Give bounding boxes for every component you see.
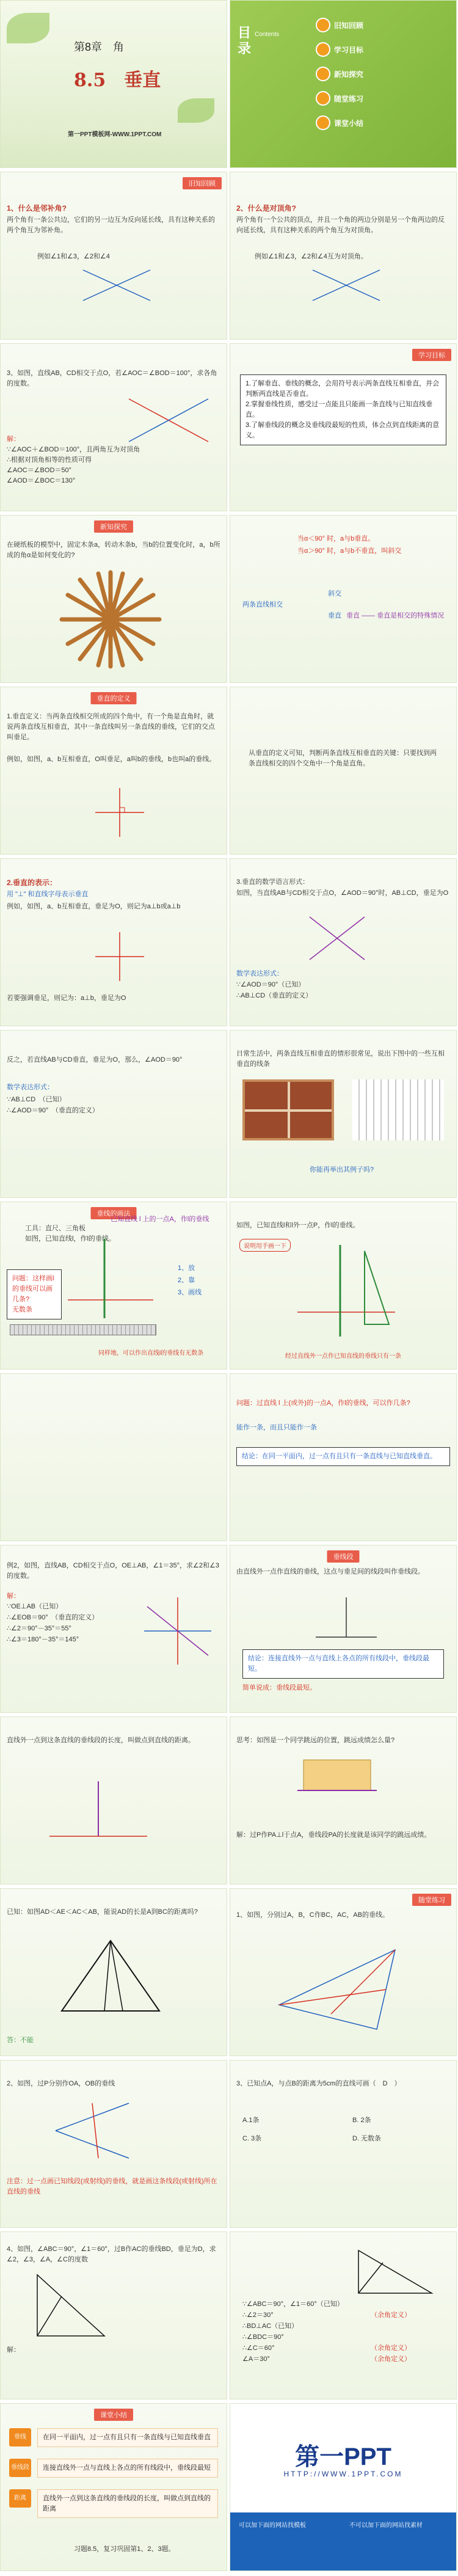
solution-reason: （余角定义） [371,2355,411,2363]
lang-form-title: 数学表达形式： [236,970,283,977]
slide-problem [0,1373,227,1541]
lang-form-title: 数学表达形式： [7,1084,54,1091]
toc-item[interactable]: 新知探究 [334,70,364,79]
solution-title: 解： [7,2346,20,2354]
brand-footer [230,2512,456,2571]
summary-item: 直线外一点到这条直线的垂线段的长度，叫做点到直线的距离 [37,2489,218,2518]
judge-answer: 答：不能 [7,2037,34,2044]
definition-text: 两个角有一条公共边，它们的另一边互为反向延长线，具有这种关系的两个角互为邻补角。 [7,216,215,235]
step-label: 3、画线 [178,1289,202,1296]
short-text: 简单说成：垂线段最短。 [242,1684,316,1691]
toc-heading: 目录 [238,25,252,56]
toc-bullet-icon [316,115,330,130]
goals-box [240,374,446,445]
angle-diagram [80,264,153,307]
goal-item: 1.了解垂直、垂线的概念，会用符号表示两条直线互相垂直，并会判断两直线是否垂直。 [245,380,440,398]
solution-line: ∴∠BDC＝90° [242,2333,284,2341]
toc-subheading: Contents [255,31,280,38]
solution-line: ∴∠EOB＝90° （垂直的定义） [7,1614,99,1621]
slide-judge [0,1888,227,2056]
slide-definition [0,687,227,855]
language-title: 3.垂直的数学语言形式： [236,878,310,886]
goal-item: 2.掌握垂线性质，感受过一点能且只能画一条直线与已知直线垂直。 [245,401,433,419]
conclusion-box: 结论：在同一平面内，过一点有且只有一条直线与已知直线垂直。 [236,1447,450,1466]
slide-practice-1 [230,1888,457,2056]
slide-perpendicular-segment [230,1545,457,1713]
problem-box [7,1269,62,1319]
chapter-title: 第8章 角 [74,41,125,53]
segment-diagram [316,1594,377,1643]
summary-icon: 垂线段 [9,2459,31,2477]
question-title: 2、什么是对顶角? [236,204,297,213]
distance-diagram [49,1778,147,1845]
language-example: 如图，当直线AB与CD相交于点O，∠AOD＝90°时，AB⊥CD，垂足为O [236,889,449,897]
summary-icon: 距离 [9,2489,31,2508]
draw-text: 如图，已知直线l和l外一点P，作l的垂线。 [236,1222,360,1229]
slide-practice-4 [0,2231,227,2399]
toc-bullet-icon [316,42,330,57]
daily-question: 你能再举出其例子吗? [310,1166,374,1173]
solution-line: ∠AOC＝∠BOD＝50° [7,467,72,474]
notation-subtitle: 用 "⊥" 和直线字母表示垂直 [7,891,89,898]
slide-explore [0,515,227,683]
section-tag: 学习目标 [412,349,451,361]
slide-think [230,1717,457,1885]
right-triangle-diagram [25,2269,111,2342]
angle-p-diagram [49,2097,135,2164]
solution-line: ∵OE⊥AB（已知） [7,1603,63,1610]
solution-reason: （余角定义） [371,2344,411,2352]
lang-line: ∵∠AOD＝90°（已知） [236,981,305,988]
solution-line: ∴∠C＝60° [242,2344,275,2352]
lang-line: ∴AB⊥CD（垂直的定义） [236,992,313,999]
option-d[interactable]: D. 无数条 [352,2135,382,2142]
solution-title: 解： [7,436,20,443]
practice-note: 注意：过一点画已知线段(或射线)的垂线，就是画这条线段(或射线)所在直线的垂线 [7,2178,217,2196]
practice-text: 3、已知点A，与点B的距离为5cm的直线可画（ D ） [236,2080,401,2087]
summary-item: 连接直线外一点与直线上各点的所有线段中，垂线段最短 [37,2459,218,2478]
problem-answer: 能作一条，而且只能作一条 [236,1424,317,1431]
intersecting-lines-diagram [304,911,371,966]
slide-review-1 [0,172,227,340]
solution-line: ∴∠2＝30° [242,2311,274,2319]
definition-box: 结论：连接直线外一点与直线上各点的所有线段中，垂线段最短。 [242,1649,444,1679]
draw-conclusion: 同样地，可以作出直线l的垂线有无数条 [98,1350,204,1357]
window-photo [242,1079,334,1140]
perpendicular-diagram [92,785,147,840]
tip-button[interactable]: 说明用手画一下 [239,1239,291,1252]
solution-title: 解： [7,1593,20,1600]
triangle-diagram [56,1938,165,2017]
tools-text: 工具：直尺、三角板 [25,1225,85,1232]
example-text: 例如∠1和∠3，∠2和∠4 [37,253,110,260]
solution-line: ∴BD⊥AC（已知） [242,2322,299,2330]
slide-summary [0,2403,227,2571]
slide-practice-3 [230,2060,457,2228]
slide-math-language [230,858,457,1026]
slide-perpendicular-condition [230,515,457,683]
toc-item[interactable]: 旧知回顾 [334,21,364,30]
slide-draw-perpendicular [0,1202,227,1370]
notation-text: 例如，如图，a、b互相垂直，垂足为O，则记为a⊥b或a⊥b [7,903,181,910]
step-label: 1、放 [178,1264,195,1272]
solution-line: ∴∠3＝180°－35°＝145° [7,1636,79,1643]
slide-daily-life [230,1030,457,1198]
key-text: 从垂直的定义可知，判断两条直线互相垂直的关键：只要找到两条直线相交的四个交角中一个角是直角。 [249,750,437,768]
slide-converse [0,1030,227,1198]
example-text: 例如∠1和∠3，∠2和∠4互为对顶角。 [255,253,368,260]
practice-triangle-diagram [267,1938,413,2041]
solution-line: ∠AOD＝∠BOC＝130° [7,477,76,484]
step-label: 2、靠 [178,1277,195,1284]
summary-icon: 垂线 [9,2428,31,2446]
intersect-type: 斜交 [328,590,341,597]
angle-diagram [141,1594,214,1668]
perpendicular-from-point-diagram [297,1239,395,1343]
think-text: 思考：如图是一个同学跳远的位置，跳远成绩怎么量? [236,1737,395,1744]
toc-bullet-icon [316,18,330,32]
relation-label: 两条直线相交 [242,601,283,608]
problem-text: 问题：这样画l的垂线可以画几条? [12,1275,54,1304]
notation-title: 2.垂直的表示： [7,878,57,887]
exercise-text: 3、如图，直线AB，CD相交于点O，若∠AOC＝∠BOD＝100°，求各角的度数。 [7,370,217,388]
solution-line: ∴∠2＝90°－35°＝55° [7,1625,71,1632]
slide-exercise-3 [0,343,227,511]
definition-text: 1.垂直定义：当两条直线相交所成的四个角中，有一个角是直角时，就说两条直线互相垂直，其中一条直线叫另一条直线的垂线，它们的交点叫垂足。 [7,713,215,742]
special-case: 垂直 —— 垂直是相交的特殊情况 [346,612,445,619]
section-tag: 新知探究 [94,520,133,533]
task-text: 如图，已知直线l，作l的垂线。 [25,1235,115,1242]
judge-text: 已知：如图AD＜AE＜AC＜AB，能说AD的长是A到BC的距离吗? [7,1908,198,1916]
option-a[interactable]: A.1条 [242,2117,260,2124]
slide-example-2 [0,1545,227,1713]
lang-line: ∴∠AOD＝90° （垂直的定义） [7,1107,99,1114]
footer-col-2: 不可以加下面的网站找素材 [349,2522,423,2529]
perpendicular-diagram [92,929,147,984]
solution-line: ∵∠ABC＝90°，∠1＝60°（已知） [242,2301,344,2308]
question-title: 1、什么是邻补角? [7,204,67,213]
toc-bullet-icon [316,67,330,81]
distance-text: 直线外一点到这条直线的垂线段的长度，叫做点到直线的距离。 [7,1737,195,1744]
slide-distance [0,1717,227,1885]
brand-logo: 第一PPT [295,2443,391,2470]
intersect-type: 垂直 [328,612,341,619]
slide-review-2 [230,172,457,340]
site-label: 第一PPT模板网-WWW.1PPT.COM [68,131,162,138]
converse-text: 反之，若直线AB与CD垂直，垂足为O，那么，∠AOD＝90° [7,1056,183,1064]
fence-photo [352,1079,444,1140]
leaf-decoration [7,13,49,43]
section-tag: 垂直的定义 [91,692,137,704]
slide-goals [230,343,457,511]
solution-line: ∵∠AOC＋∠BOD＝100°，且两角互为对顶角 [7,446,140,453]
segment-text: 由直线外一点作直线的垂线，这点与垂足间的线段叫作垂线段。 [236,1568,424,1575]
toc-bullet-icon [316,91,330,106]
lesson-title: 8.5 垂直 [74,70,161,91]
example-text: 例2，如图，直线AB，CD相交于点O，OE⊥AB，∠1＝35°，求∠2和∠3的度数。 [7,1562,219,1580]
section-tag: 旧知回顾 [183,177,222,189]
option-b[interactable]: B. 2条 [352,2117,371,2124]
slide-brand [230,2403,457,2571]
long-jump-diagram [297,1754,377,1809]
slide-cover [0,0,227,168]
step-title: 已知直线 l 上的一点A，作l的垂线 [111,1216,209,1223]
slide-practice-2 [0,2060,227,2228]
solution-line: ∠A＝30° [242,2355,270,2363]
toc-item[interactable]: 课堂小结 [334,119,364,128]
right-triangle-diagram [352,2244,438,2299]
practice-text: 1、如图，分别过A，B，C作BC，AC，AB的垂线。 [236,1911,389,1919]
slide-uniqueness [230,1373,457,1541]
homework-text: 习题8.5，复习巩固第1、2、3题。 [74,2545,175,2553]
lang-line: ∵AB⊥CD （已知） [7,1096,66,1103]
section-tag: 垂线段 [327,1550,360,1563]
example-text: 例如，如图，a、b互相垂直，O叫垂足，a叫b的垂线，b也叫a的垂线。 [7,756,216,763]
leaf-decoration [178,98,214,123]
practice-text: 4、如图，∠ABC＝90°，∠1＝60°，过B作AC的垂线BD，垂足为D，求∠2，∠3，∠A，∠C的度数 [7,2246,216,2264]
summary-item: 在同一平面内，过一点有且只有一条直线与已知直线垂直 [37,2428,218,2447]
brand-url[interactable]: HTTP://WWW.1PPT.COM [283,2470,403,2478]
practice-text: 2、如图，过P分别作OA，OB的垂线 [7,2080,115,2087]
footer-col-1: 可以加下面的网站找模板 [239,2522,306,2529]
section-tag: 课堂小结 [94,2409,133,2421]
daily-text: 日常生活中，两条直线互相垂直的情形很常见，说出下图中的一些互相垂直的线条 [236,1050,445,1068]
goal-item: 3.了解垂线段的概念及垂线段最短的性质，体会点到直线距离的意义。 [245,421,440,440]
toc-item[interactable]: 随堂练习 [334,95,364,103]
solution-reason: （余角定义） [371,2311,411,2319]
solution-line: ∴根据对顶角相等的性质可得 [7,456,92,464]
option-c[interactable]: C. 3条 [242,2135,262,2142]
ruler-triangle-diagram [68,1239,153,1324]
ruler-image [10,1324,156,1335]
condition-line-2: 当α＞90° 时，a与b不垂直，叫斜交 [297,547,402,555]
toc-item[interactable]: 学习目标 [334,46,364,54]
definition-text: 两个角有一个公共的顶点，并且一个角的两边分别是另一个角两边的反向延长线，具有这种关系的两个角互为对顶角。 [236,216,445,235]
section-tag: 垂线的画法 [91,1207,137,1219]
slide-draw-from-outside [230,1202,457,1370]
section-tag: 随堂练习 [412,1894,451,1906]
slide-toc [230,0,457,168]
slide-notation [0,858,227,1026]
condition-line-1: 当α＜90° 时，a与b垂直。 [297,535,375,542]
think-answer: 解：过P作PA⊥l于点A，垂线段PA的长度就是该同学的跳远成绩。 [236,1831,431,1839]
draw-conclusion: 经过直线外一点作已知直线的垂线只有一条 [285,1353,401,1360]
rotating-sticks-image [56,567,165,671]
vertical-angle-diagram [310,264,383,307]
explore-text: 在硬纸板的模型中，固定木条a，转动木条b，当b的位置变化时，a，b所成的角α是如何变化的? [7,541,220,560]
problem-text: 问题：过直线 l 上(或外)的一点A，作l的垂线，可以作几条? [236,1399,410,1407]
problem-answer: 无数条 [12,1306,32,1314]
notation-question: 若要强调垂足，则记为：a⊥b，垂足为O [7,994,126,1002]
slide-practice-4-solution [230,2231,457,2399]
slide-definition-key [230,687,457,855]
